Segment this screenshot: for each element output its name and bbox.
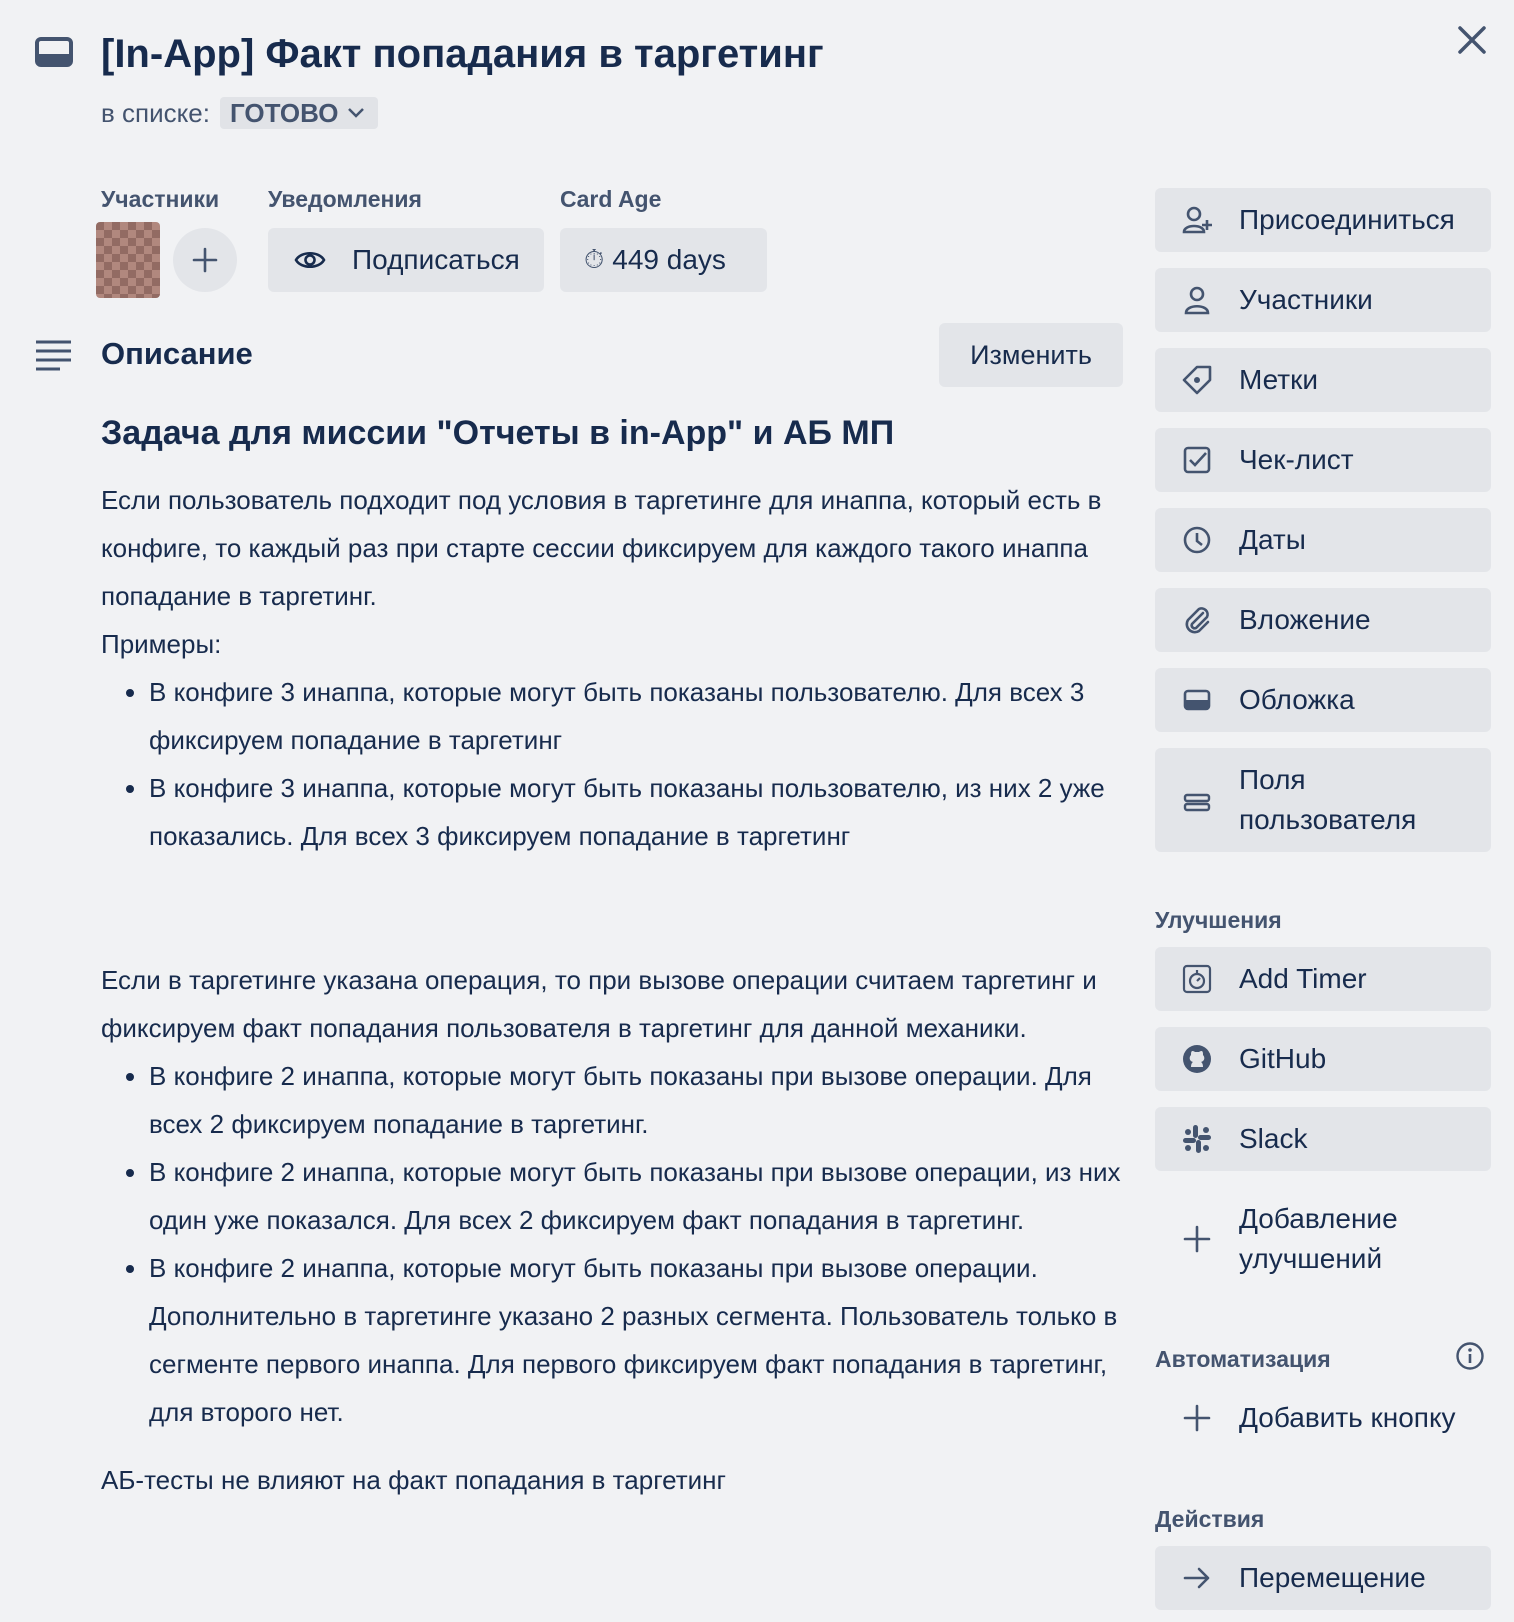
arrow-right-icon xyxy=(1181,1562,1213,1594)
list-item: • В конфиге 2 инаппа, которые могут быть показаны при вызове операции, из них один уже показался. Для всех 2 фиксируем факт попадания в таргетинг. xyxy=(149,1148,1131,1244)
dates-button[interactable] xyxy=(1155,508,1491,572)
checklist-label: Чек-лист xyxy=(1239,444,1354,475)
clock-icon xyxy=(1181,524,1213,556)
checkbox-icon xyxy=(1181,444,1213,476)
join-button[interactable] xyxy=(1155,188,1491,252)
slack-label: Slack xyxy=(1239,1123,1308,1154)
list-item: • В конфиге 3 инаппа, которые могут быть показаны пользователю. Для всех 3 фиксируем попадание в таргетинг xyxy=(149,668,1131,764)
description-paragraph-3: АБ-тесты не влияют на факт попадания в таргетинг xyxy=(101,1465,726,1495)
chevron-down-icon xyxy=(346,106,366,120)
add-timer-label: Add Timer xyxy=(1239,963,1367,994)
description-title: Задача для миссии "Отчеты в in-App" и АБ МП xyxy=(101,414,895,452)
github-button[interactable] xyxy=(1155,1027,1491,1091)
labels-button[interactable] xyxy=(1155,348,1491,412)
list-selector-button[interactable] xyxy=(220,97,378,129)
actions-label: Действия xyxy=(1155,1506,1265,1532)
card-age-label: Card Age xyxy=(560,186,662,212)
description-content[interactable] xyxy=(101,408,1131,1504)
stopwatch-icon: ⏱ xyxy=(584,244,605,274)
tag-icon xyxy=(1181,364,1213,396)
user-icon xyxy=(1181,284,1213,316)
add-powerups-button[interactable] xyxy=(1155,1187,1491,1291)
checklist-button[interactable] xyxy=(1155,428,1491,492)
examples-list-2 xyxy=(101,1052,1131,1436)
github-label: GitHub xyxy=(1239,1043,1327,1074)
add-timer-button[interactable] xyxy=(1155,947,1491,1011)
close-icon[interactable] xyxy=(1452,20,1492,60)
edit-description-button[interactable]: Изменить xyxy=(939,323,1123,387)
labels-label: Метки xyxy=(1239,364,1318,395)
plus-icon xyxy=(1181,1223,1213,1255)
description-paragraph-2: Если в таргетинге указана операция, то при вызове операции считаем таргетинг и фиксируем факт попадания пользователя в таргетинг для данной механики. xyxy=(101,965,1097,1043)
subscribe-button[interactable] xyxy=(268,228,544,292)
info-icon[interactable] xyxy=(1455,1341,1485,1371)
join-label: Присоединиться xyxy=(1239,204,1455,235)
automation-label: Автоматизация xyxy=(1155,1346,1331,1372)
plus-icon xyxy=(191,246,219,274)
move-label: Перемещение xyxy=(1239,1562,1426,1593)
description-heading: Описание xyxy=(101,336,253,371)
add-member-button[interactable] xyxy=(173,228,237,292)
slack-button[interactable] xyxy=(1155,1107,1491,1171)
subscribe-label: Подписаться xyxy=(352,244,520,275)
card-age-value: 449 days xyxy=(612,244,726,275)
add-button-label: Добавить кнопку xyxy=(1239,1402,1456,1433)
custom-fields-label: Поля пользователя xyxy=(1239,764,1417,835)
description-paragraph-1: Если пользователь подходит под условия в таргетинге для инаппа, который есть в конфиге, то каждый раз при старте сессии фиксируем для каждого такого инаппа попадание в таргетинг. xyxy=(101,485,1102,611)
cover-button[interactable] xyxy=(1155,668,1491,732)
custom-fields-button[interactable] xyxy=(1155,748,1491,852)
cover-label: Обложка xyxy=(1239,684,1355,715)
eye-icon xyxy=(294,248,326,272)
members-label: Участники xyxy=(101,186,220,212)
cover-icon xyxy=(1181,684,1213,716)
card-title[interactable]: [In-App] Факт попадания в таргетинг xyxy=(101,32,824,76)
paperclip-icon xyxy=(1181,604,1213,636)
user-plus-icon xyxy=(1181,204,1213,236)
card-icon xyxy=(34,36,74,70)
plus-icon xyxy=(1181,1402,1213,1434)
move-button[interactable] xyxy=(1155,1546,1491,1610)
list-name: ГОТОВО xyxy=(230,97,339,128)
add-powerups-label: Добавление улучшений xyxy=(1239,1203,1398,1274)
custom-fields-icon xyxy=(1181,784,1213,816)
attachment-label: Вложение xyxy=(1239,604,1371,635)
dates-label: Даты xyxy=(1239,524,1306,555)
slack-icon xyxy=(1181,1123,1213,1155)
github-icon xyxy=(1181,1043,1213,1075)
list-item: • В конфиге 2 инаппа, которые могут быть показаны при вызове операции. Дополнительно в таргетинге указано 2 разных сегмента. Пользователь только в сегменте первого инаппа. Для первого фиксируем факт попадания в таргетинг, для второго нет. xyxy=(149,1244,1131,1436)
examples-label: Примеры: xyxy=(101,629,222,659)
attachment-button[interactable] xyxy=(1155,588,1491,652)
list-location xyxy=(101,96,378,130)
list-prefix: в списке: xyxy=(101,97,210,128)
description-icon xyxy=(34,339,74,371)
list-item: • В конфиге 3 инаппа, которые могут быть показаны пользователю, из них 2 уже показались. Для всех 3 фиксируем попадание в таргетинг xyxy=(149,764,1131,860)
powerups-label: Улучшения xyxy=(1155,907,1282,933)
card-age-button[interactable] xyxy=(560,228,767,292)
examples-list-1 xyxy=(101,668,1131,860)
list-item: • В конфиге 2 инаппа, которые могут быть показаны при вызове операции. Для всех 2 фиксируем попадание в таргетинг. xyxy=(149,1052,1131,1148)
members-button[interactable] xyxy=(1155,268,1491,332)
members-label: Участники xyxy=(1239,284,1373,315)
add-button-button[interactable] xyxy=(1155,1386,1491,1450)
avatar[interactable] xyxy=(96,222,160,298)
timer-icon xyxy=(1181,963,1213,995)
notifications-label: Уведомления xyxy=(268,186,422,212)
